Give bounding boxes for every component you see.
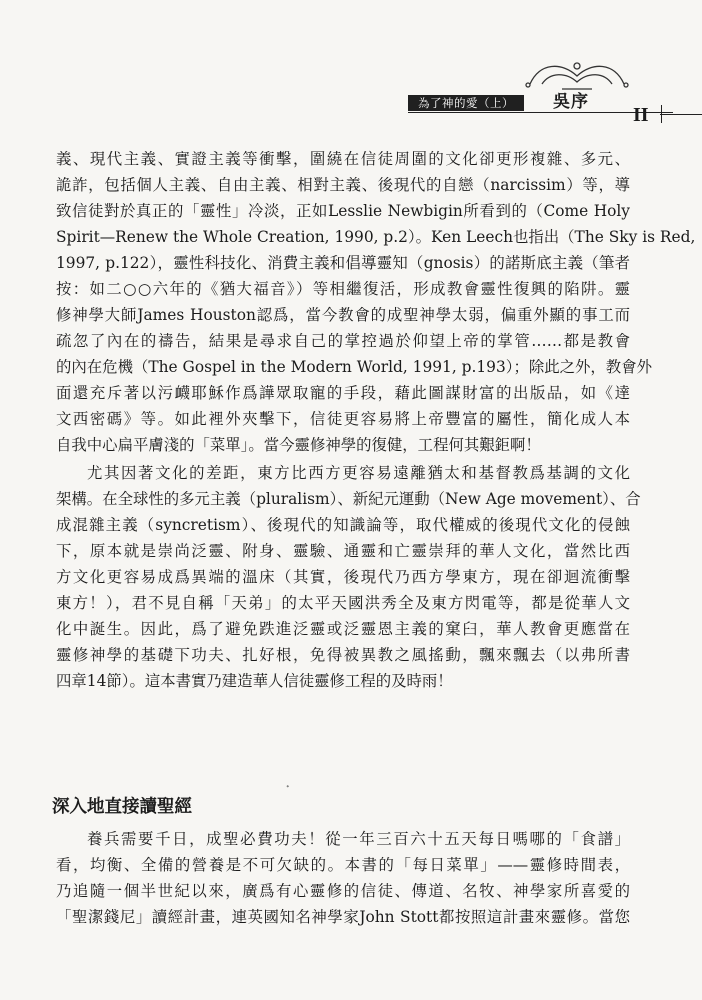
- text-line: 乃追隨一個半世紀以來，廣爲有心靈修的信徒、傳道、名牧、神學家所喜愛的: [56, 882, 630, 900]
- text-line: 修神學大師James Houston認爲，當今教會的成聖神學太弱，偏重外顯的事工而: [56, 306, 630, 324]
- print-speck: ᐩ: [286, 784, 290, 794]
- text-line: 疏忽了內在的禱告，結果是尋求自己的掌控過於仰望上帝的掌管……都是教會: [56, 332, 630, 350]
- text-line: 的內在危機（The Gospel in the Modern World, 1991, p.193）；除此之外，教會外: [56, 358, 652, 376]
- page-number-rule: [660, 114, 702, 115]
- page-number: II: [633, 104, 649, 126]
- text-line: 尤其因著文化的差距，東方比西方更容易遠離猶太和基督教爲基調的文化: [87, 464, 630, 482]
- section-heading: 深入地直接讀聖經: [52, 797, 192, 817]
- text-line: 四章14節）。這本書實乃建造華人信徒靈修工程的及時雨！: [56, 672, 453, 690]
- paragraph-3: [56, 826, 630, 930]
- text-line: 義、現代主義、實證主義等衝擊，圍繞在信徒周圍的文化卻更形複雜、多元、: [56, 150, 630, 168]
- text-line: 文西密碼》等。如此裡外夾擊下，信徒更容易將上帝豐富的屬性，簡化成人本: [56, 410, 630, 428]
- text-line: 養兵需要千日，成聖必費功夫！從一年三百六十五天每日嗎哪的「食譜」: [87, 830, 630, 848]
- paragraph-2: [56, 460, 641, 694]
- text-line: 按：如二○○六年的《猶大福音》）等相繼復活，形成教會靈性復興的陷阱。靈: [56, 280, 630, 298]
- section-label: 吳序: [553, 92, 589, 112]
- text-line: 方文化更容易成爲異端的溫床（其實，後現代乃西方學東方，現在卻迴流衝擊: [56, 568, 630, 586]
- text-line: 化中誕生。因此，爲了避免跌進泛靈或泛靈恩主義的窠臼，華人教會更應當在: [56, 620, 630, 638]
- text-line: 下，原本就是崇尚泛靈、附身、靈驗、通靈和亡靈崇拜的華人文化，當然比西: [56, 542, 630, 560]
- text-line: 「聖潔錢尼」讀經計畫，連英國知名神學家John Stott都按照這計畫來靈修。當您: [56, 908, 630, 926]
- book-title-banner: 為了神的愛（上）: [408, 95, 524, 111]
- paragraph-1: [56, 146, 696, 458]
- text-line: 成混雜主義（syncretism）、後現代的知識論等，取代權威的後現代文化的侵蝕: [56, 516, 630, 534]
- decorative-flourish: [522, 58, 632, 94]
- text-line: 自我中心扁平膚淺的「菜單」。當今靈修神學的復健，工程何其艱鉅啊！: [56, 436, 541, 454]
- text-line: 看，均衡、全備的營養是不可欠缺的。本書的「每日菜單」——靈修時間表，: [56, 856, 630, 874]
- text-line: 架構。在全球性的多元主義（pluralism）、新紀元運動（New Age movement）、合: [56, 490, 641, 508]
- text-line: 面還充斥著以污衊耶穌作爲譁眾取寵的手段，藉此圖謀財富的出版品，如《達: [56, 384, 630, 402]
- text-line: Spirit—Renew the Whole Creation, 1990, p.2）。Ken Leech也指出（The Sky is Red,: [56, 228, 696, 246]
- text-line: 致信徒對於真正的「靈性」冷淡，正如Lesslie Newbigin所看到的（Come Holy: [56, 202, 630, 220]
- text-line: 靈修神學的基礎下功夫、扎好根，免得被異教之風搖動，飄來飄去（以弗所書: [56, 646, 630, 664]
- text-line: 1997, p.122），靈性科技化、消費主義和倡導靈知（gnosis）的諾斯底主義（筆者: [56, 254, 630, 272]
- text-line: 東方！），君不見自稱「天弟」的太平天國洪秀全及東方閃電等，都是從華人文: [56, 594, 630, 612]
- text-line: 詭詐，包括個人主義、自由主義、相對主義、後現代的自戀（narcissim）等，導: [56, 176, 630, 194]
